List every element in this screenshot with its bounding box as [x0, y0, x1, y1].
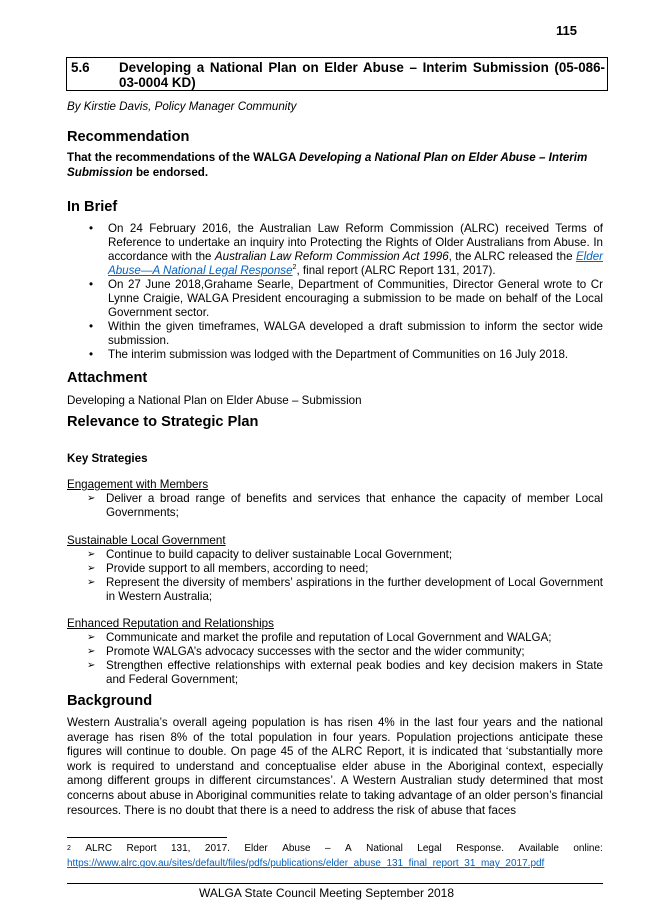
footnote-word: online: [573, 843, 603, 854]
recommendation-post: be endorsed. [132, 166, 209, 179]
footnote-word: National [366, 843, 403, 854]
page-number: 115 [556, 23, 577, 38]
strategy-group-title: Sustainable Local Government [67, 534, 226, 547]
footnote-word: Elder [244, 843, 268, 854]
attachment-heading: Attachment [67, 370, 148, 386]
strategy-item: ➢ Provide support to all members, according to need; [67, 562, 603, 576]
in-brief-item: • The interim submission was lodged with the Department of Communities on 16 July 2018. [67, 348, 603, 362]
strategy-list [67, 492, 603, 520]
footnote-word: Report [126, 843, 157, 854]
footnote-word: A [345, 843, 352, 854]
act-name: Australian Law Reform Commission Act 1996 [214, 250, 449, 263]
item-title: Developing a National Plan on Elder Abuse – Interim Submission (05-086-03-0004 KD) [119, 60, 605, 90]
in-brief-text: On 24 February 2016, the Australian Law Reform Commission (ALRC) received Terms of Reference to undertake an inquiry into Protecting the Rights of Older Australians from Abuse. In accordance with the [108, 222, 603, 263]
attachment-text: Developing a National Plan on Elder Abuse – Submission [67, 394, 362, 407]
in-brief-item: • Within the given timeframes, WALGA developed a draft submission to inform the sector wide submission. [67, 320, 603, 348]
footnote [67, 843, 603, 870]
in-brief-heading: In Brief [67, 199, 118, 215]
footnote-url-link[interactable]: https://www.alrc.gov.au/sites/default/files/pdfs/publications/elder_abuse_131_final_report_31_may_2017.pdf [67, 858, 545, 870]
footnote-word: – [325, 843, 331, 854]
footnote-word: Legal [417, 843, 442, 854]
in-brief-list [67, 222, 603, 362]
recommendation-pre: That the recommendations of the WALGA [67, 151, 300, 164]
strategy-item: ➢ Deliver a broad range of benefits and services that enhance the capacity of member Local Governments; [67, 492, 603, 520]
recommendation-text [67, 150, 603, 180]
strategy-list [67, 548, 603, 604]
in-brief-text: , the ALRC released the [448, 250, 576, 263]
recommendation-italic: Developing a National Plan on Elder Abuse – Interim Submission [67, 151, 588, 179]
footnote-separator [67, 837, 227, 838]
footnote-word: ALRC [85, 843, 113, 854]
recommendation-heading: Recommendation [67, 129, 190, 145]
background-heading: Background [67, 693, 153, 709]
strategy-item: ➢ Represent the diversity of members’ aspirations in the further development of Local Government in Western Australia; [67, 576, 603, 604]
footnote-word: 2017. [204, 843, 230, 854]
key-strategies-heading: Key Strategies [67, 452, 148, 465]
strategy-item: ➢ Communicate and market the profile and reputation of Local Government and WALGA; [67, 631, 603, 645]
in-brief-item [67, 222, 603, 278]
strategy-item: ➢ Promote WALGA’s advocacy successes with the sector and the wider community; [67, 645, 603, 659]
footnote-marker: 2 [67, 845, 71, 852]
strategy-item: ➢ Strengthen effective relationships with external peak bodies and key decision makers in State and Federal Government; [67, 659, 603, 687]
footnote-word [67, 843, 71, 858]
in-brief-item: • On 27 June 2018,Grahame Searle, Department of Communities, Director General wrote to Cr Lynne Craigie, WALGA President encouraging a submission to be made on behalf of the Local Government sector. [67, 278, 603, 320]
footnote-word: 131, [170, 843, 191, 854]
in-brief-text: , final report (ALRC Report 131, 2017). [296, 264, 496, 277]
background-paragraph: Western Australia’s overall ageing population is has risen 4% in the last four years and the national average has risen 8% of the total population in four years. Population projections anticipate these figures will continue to double. On page 45 of the ALRC Report, it is indicated that ‘substantially more work is required to understand and conceptualise elder abuse in the Aboriginal context, especially among different groups in different circumstances’. A Western Australian study determined that most concerns about abuse in Aboriginal communities relate to taking advantage of an older person’s financial resources. There is no doubt that there is a need to address the risk of abuse that faces [67, 716, 604, 817]
byline: By Kirstie Davis, Policy Manager Community [67, 100, 297, 113]
strategy-group-title: Engagement with Members [67, 478, 209, 491]
footnote-ref: 2 [292, 264, 297, 272]
agenda-item-title-box [66, 57, 608, 91]
footnote-word: Response. [456, 843, 505, 854]
strategy-group-title: Enhanced Reputation and Relationships [67, 617, 274, 630]
footnote-citation [67, 843, 603, 858]
page-footer: WALGA State Council Meeting September 2018 [198, 886, 455, 900]
footnote-word: Available [518, 843, 559, 854]
strategic-plan-heading: Relevance to Strategic Plan [67, 414, 259, 430]
footer-separator [67, 883, 603, 884]
item-number: 5.6 [71, 60, 90, 75]
strategy-item: ➢ Continue to build capacity to deliver sustainable Local Government; [67, 548, 603, 562]
elder-abuse-report-link-text: Elder Abuse—A National Legal Response [108, 250, 604, 277]
strategy-list [67, 631, 603, 687]
footnote-word: Abuse [282, 843, 311, 854]
